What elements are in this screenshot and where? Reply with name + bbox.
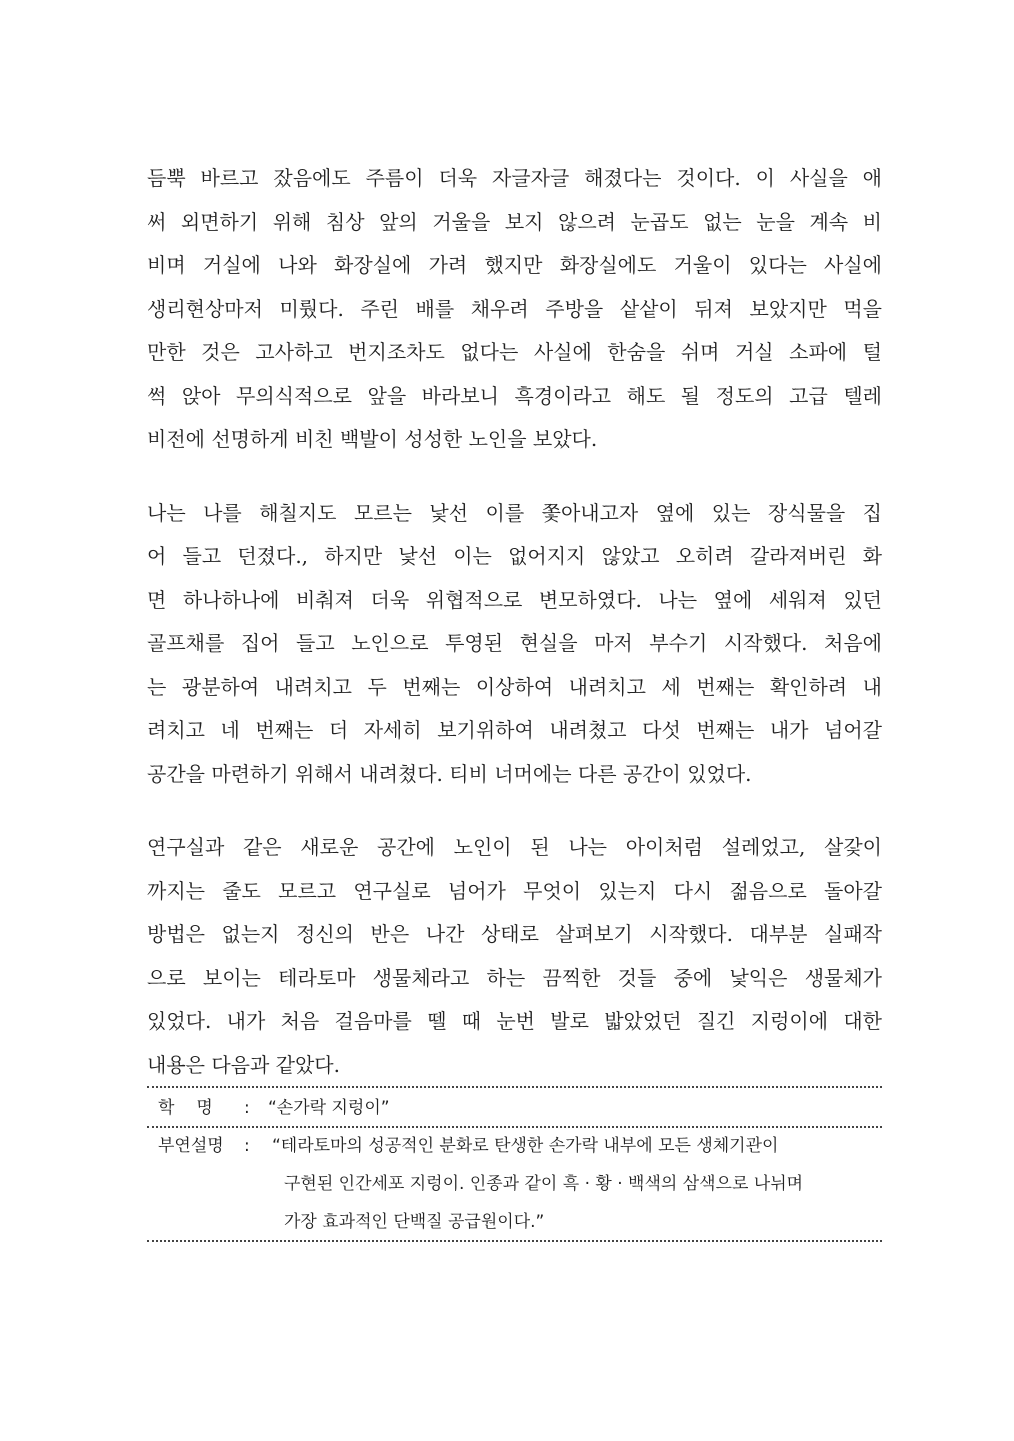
paragraph-3-line-4: 으로 보이는 테라토마 생물체라고 하는 끔찍한 것들 중에 낯익은 생물체가	[147, 966, 882, 990]
table-bottom-rule	[147, 1240, 882, 1242]
name-separator: :	[244, 1098, 250, 1118]
description-label: 부연설명	[158, 1136, 224, 1156]
paragraph-1-line-1: 듬뿍 바르고 잤음에도 주름이 더욱 자글자글 해졌다는 것이다. 이 사실을 애	[147, 166, 882, 190]
paragraph-3-line-3: 방법은 없는지 정신의 반은 나간 상태로 살펴보기 시작했다. 대부분 실패작	[147, 922, 882, 946]
paragraph-1-line-5: 만한 것은 고사하고 번지조차도 없다는 사실에 한숨을 쉬며 거실 소파에 털	[147, 340, 882, 364]
name-label: 학명	[158, 1098, 235, 1118]
paragraph-2-line-7: 공간을 마련하기 위해서 내려쳤다. 티비 너머에는 다른 공간이 있었다.	[147, 762, 752, 786]
paragraph-2-line-3: 면 하나하나에 비춰져 더욱 위협적으로 변모하였다. 나는 옆에 세워져 있던	[147, 588, 882, 612]
paragraph-3-line-5: 있었다. 내가 처음 걸음마를 뗄 때 눈번 발로 밟았었던 질긴 지렁이에 대한	[147, 1009, 882, 1033]
paragraph-1-line-3: 비며 거실에 나와 화장실에 가려 했지만 화장실에도 거울이 있다는 사실에	[147, 253, 882, 277]
table-top-rule	[147, 1086, 882, 1088]
description-separator: :	[244, 1136, 250, 1156]
paragraph-2-line-4: 골프채를 집어 들고 노인으로 투영된 현실을 마저 부수기 시작했다. 처음에	[147, 631, 882, 655]
paragraph-3-line-1: 연구실과 같은 새로운 공간에 노인이 된 나는 아이처럼 설레었고, 살갗이	[147, 835, 882, 859]
description-line-3: 가장 효과적인 단백질 공급원이다.”	[284, 1212, 545, 1232]
paragraph-2-line-2: 어 들고 던졌다., 하지만 낯선 이는 없어지지 않았고 오히려 갈라져버린 화	[147, 544, 882, 568]
description-line-1: “테라토마의 성공적인 분화로 탄생한 손가락 내부에 모든 생체기관이	[272, 1136, 779, 1156]
paragraph-1-line-6: 썩 앉아 무의식적으로 앞을 바라보니 흑경이라고 해도 될 정도의 고급 텔레	[147, 384, 882, 408]
paragraph-2-line-5: 는 광분하여 내려치고 두 번째는 이상하여 내려치고 세 번째는 확인하려 내	[147, 675, 882, 699]
paragraph-2-line-6: 려치고 네 번째는 더 자세히 보기위하여 내려쳤고 다섯 번째는 내가 넘어갈	[147, 718, 882, 742]
name-value: “손가락 지렁이”	[268, 1098, 390, 1118]
paragraph-3-line-2: 까지는 줄도 모르고 연구실로 넘어가 무엇이 있는지 다시 젊음으로 돌아갈	[147, 879, 882, 903]
paragraph-1-line-2: 써 외면하기 위해 침상 앞의 거울을 보지 않으려 눈곱도 없는 눈을 계속 비	[147, 210, 882, 234]
paragraph-1-line-4: 생리현상마저 미뤘다. 주린 배를 채우려 주방을 샅샅이 뒤져 보았지만 먹을	[147, 297, 882, 321]
paragraph-1-line-7: 비전에 선명하게 비친 백발이 성성한 노인을 보았다.	[147, 427, 598, 451]
paragraph-3-line-6: 내용은 다음과 같았다.	[147, 1053, 340, 1077]
description-line-2: 구현된 인간세포 지렁이. 인종과 같이 흑 · 황 · 백색의 삼색으로 나뉘며	[284, 1174, 804, 1194]
table-middle-rule	[147, 1126, 882, 1128]
paragraph-2-line-1: 나는 나를 해칠지도 모르는 낯선 이를 쫓아내고자 옆에 있는 장식물을 집	[147, 501, 882, 525]
